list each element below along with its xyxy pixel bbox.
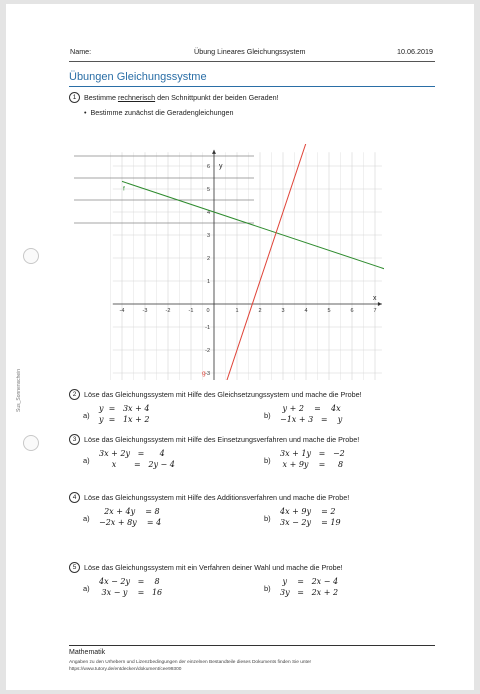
graph-axes	[113, 150, 382, 380]
sheet-date: 10.06.2019	[397, 47, 433, 56]
footer-note: Angaben zu den Urhebern und Lizenzbedingungen der einzelnen Bestandteile dieses Dokuments finden Sie unter	[69, 660, 312, 665]
x-tick-label: -3	[142, 308, 148, 314]
sheet-title: Übung Lineares Gleichungssystem	[194, 47, 306, 56]
x-tick-label: 7	[373, 308, 377, 314]
part-a-equation-2: x = 2y − 4	[99, 460, 175, 469]
exercise-text: Löse das Gleichungssystem mit Hilfe des Gleichsetzungssystem und mache die Probe!	[84, 390, 362, 399]
part-b-equation-1: 3x + 1y = −2	[280, 449, 345, 458]
part-a-label: a)	[83, 584, 90, 593]
header-rule	[69, 61, 435, 62]
y-tick-label: 4	[206, 210, 210, 216]
part-b-label: b)	[264, 514, 271, 523]
x-tick-label: -4	[119, 308, 125, 314]
exercise-text: Löse das Gleichungssystem mit Hilfe des Additionsverfahren und mache die Probe!	[84, 493, 350, 502]
exercise-1-text: Bestimme rechnerisch den Schnittpunkt der beiden Geraden!	[84, 93, 279, 102]
part-b-equation-2: 3y = 2x + 2	[280, 588, 339, 597]
exercise-number: 1	[69, 92, 80, 103]
part-b-equation-1: y = 2x − 4	[280, 577, 339, 586]
footer-subject: Mathematik	[69, 649, 106, 656]
part-a-equation-1: 4x − 2y = 8	[99, 577, 160, 586]
part-a-label: a)	[83, 456, 90, 465]
y-tick-label: 1	[206, 279, 210, 285]
part-b-equation-1: 4x + 9y = 2	[280, 507, 336, 516]
exercise-number: 3	[69, 434, 80, 445]
worksheet-page	[6, 4, 474, 690]
x-tick-label: -1	[188, 308, 194, 314]
part-a-equation-1: y = 3x + 4	[99, 404, 150, 413]
name-label: Name:	[70, 47, 92, 56]
part-a-equation-1: 3x + 2y = 4	[99, 449, 165, 458]
binder-hole-top	[23, 248, 39, 264]
exercise-number: 4	[69, 492, 80, 503]
x-tick-label: 2	[258, 308, 262, 314]
x-axis-label: x	[373, 295, 377, 302]
exercise-text: Löse das Gleichungssystem mit ein Verfahren deiner Wahl und mache die Probe!	[84, 563, 343, 572]
exercise-number: 2	[69, 389, 80, 400]
x-tick-label: 1	[235, 308, 239, 314]
binder-hole-bottom	[23, 435, 39, 451]
x-tick-label: 5	[327, 308, 331, 314]
part-b-equation-1: y + 2 = 4x	[280, 404, 341, 413]
y-axis-label: y	[219, 163, 223, 170]
margin-note: Sus_Sonnenschein	[16, 368, 22, 412]
y-axis-arrow	[212, 150, 216, 154]
exercise-1-bullet: • Bestimme zunächst die Geradengleichungen	[84, 108, 234, 117]
part-a-label: a)	[83, 411, 90, 420]
y-tick-label: 2	[206, 256, 210, 262]
coordinate-graph	[64, 144, 384, 380]
x-tick-label: 3	[281, 308, 285, 314]
y-tick-label: -1	[205, 325, 210, 331]
graph-lines	[119, 144, 384, 380]
x-axis-arrow	[378, 302, 382, 306]
part-a-equation-1: 2x + 4y = 8	[99, 507, 160, 516]
part-b-label: b)	[264, 411, 271, 420]
graph-grid	[111, 152, 385, 380]
x-tick-label: 0	[206, 308, 210, 314]
part-b-label: b)	[264, 456, 271, 465]
exercise-text: Löse das Gleichungssystem mit Hilfe des Einsetzungsverfahren und mache die Probe!	[84, 435, 360, 444]
part-b-equation-2: x + 9y = 8	[280, 460, 344, 469]
line-f-label: f	[123, 185, 125, 193]
y-tick-label: -2	[205, 348, 210, 354]
part-b-equation-2: 3x − 2y = 19	[280, 518, 341, 527]
part-a-equation-2: 3x − y = 16	[99, 588, 163, 597]
x-tick-label: 4	[304, 308, 308, 314]
y-tick-label: -3	[205, 371, 210, 377]
part-b-label: b)	[264, 584, 271, 593]
exercise-number: 5	[69, 562, 80, 573]
footer-url: https://www.tutory.de/entdecken/dokument/cee99300	[69, 667, 182, 672]
part-a-equation-2: −2x + 8y = 4	[99, 518, 162, 527]
x-tick-label: 6	[350, 308, 354, 314]
y-tick-label: 3	[206, 233, 210, 239]
y-tick-label: 5	[206, 187, 210, 193]
emphasis-word: rechnerisch	[117, 93, 156, 102]
title-rule	[69, 86, 435, 87]
part-a-equation-2: y = 1x + 2	[99, 415, 150, 424]
y-tick-label: 6	[206, 164, 210, 170]
footer-rule	[69, 645, 435, 646]
x-tick-label: -2	[165, 308, 171, 314]
page-title: Übungen Gleichungssystme	[69, 71, 207, 83]
line-g	[206, 144, 313, 380]
line-g-label: g	[202, 370, 206, 377]
part-a-label: a)	[83, 514, 90, 523]
part-b-equation-2: −1x + 3 = y	[280, 415, 343, 424]
